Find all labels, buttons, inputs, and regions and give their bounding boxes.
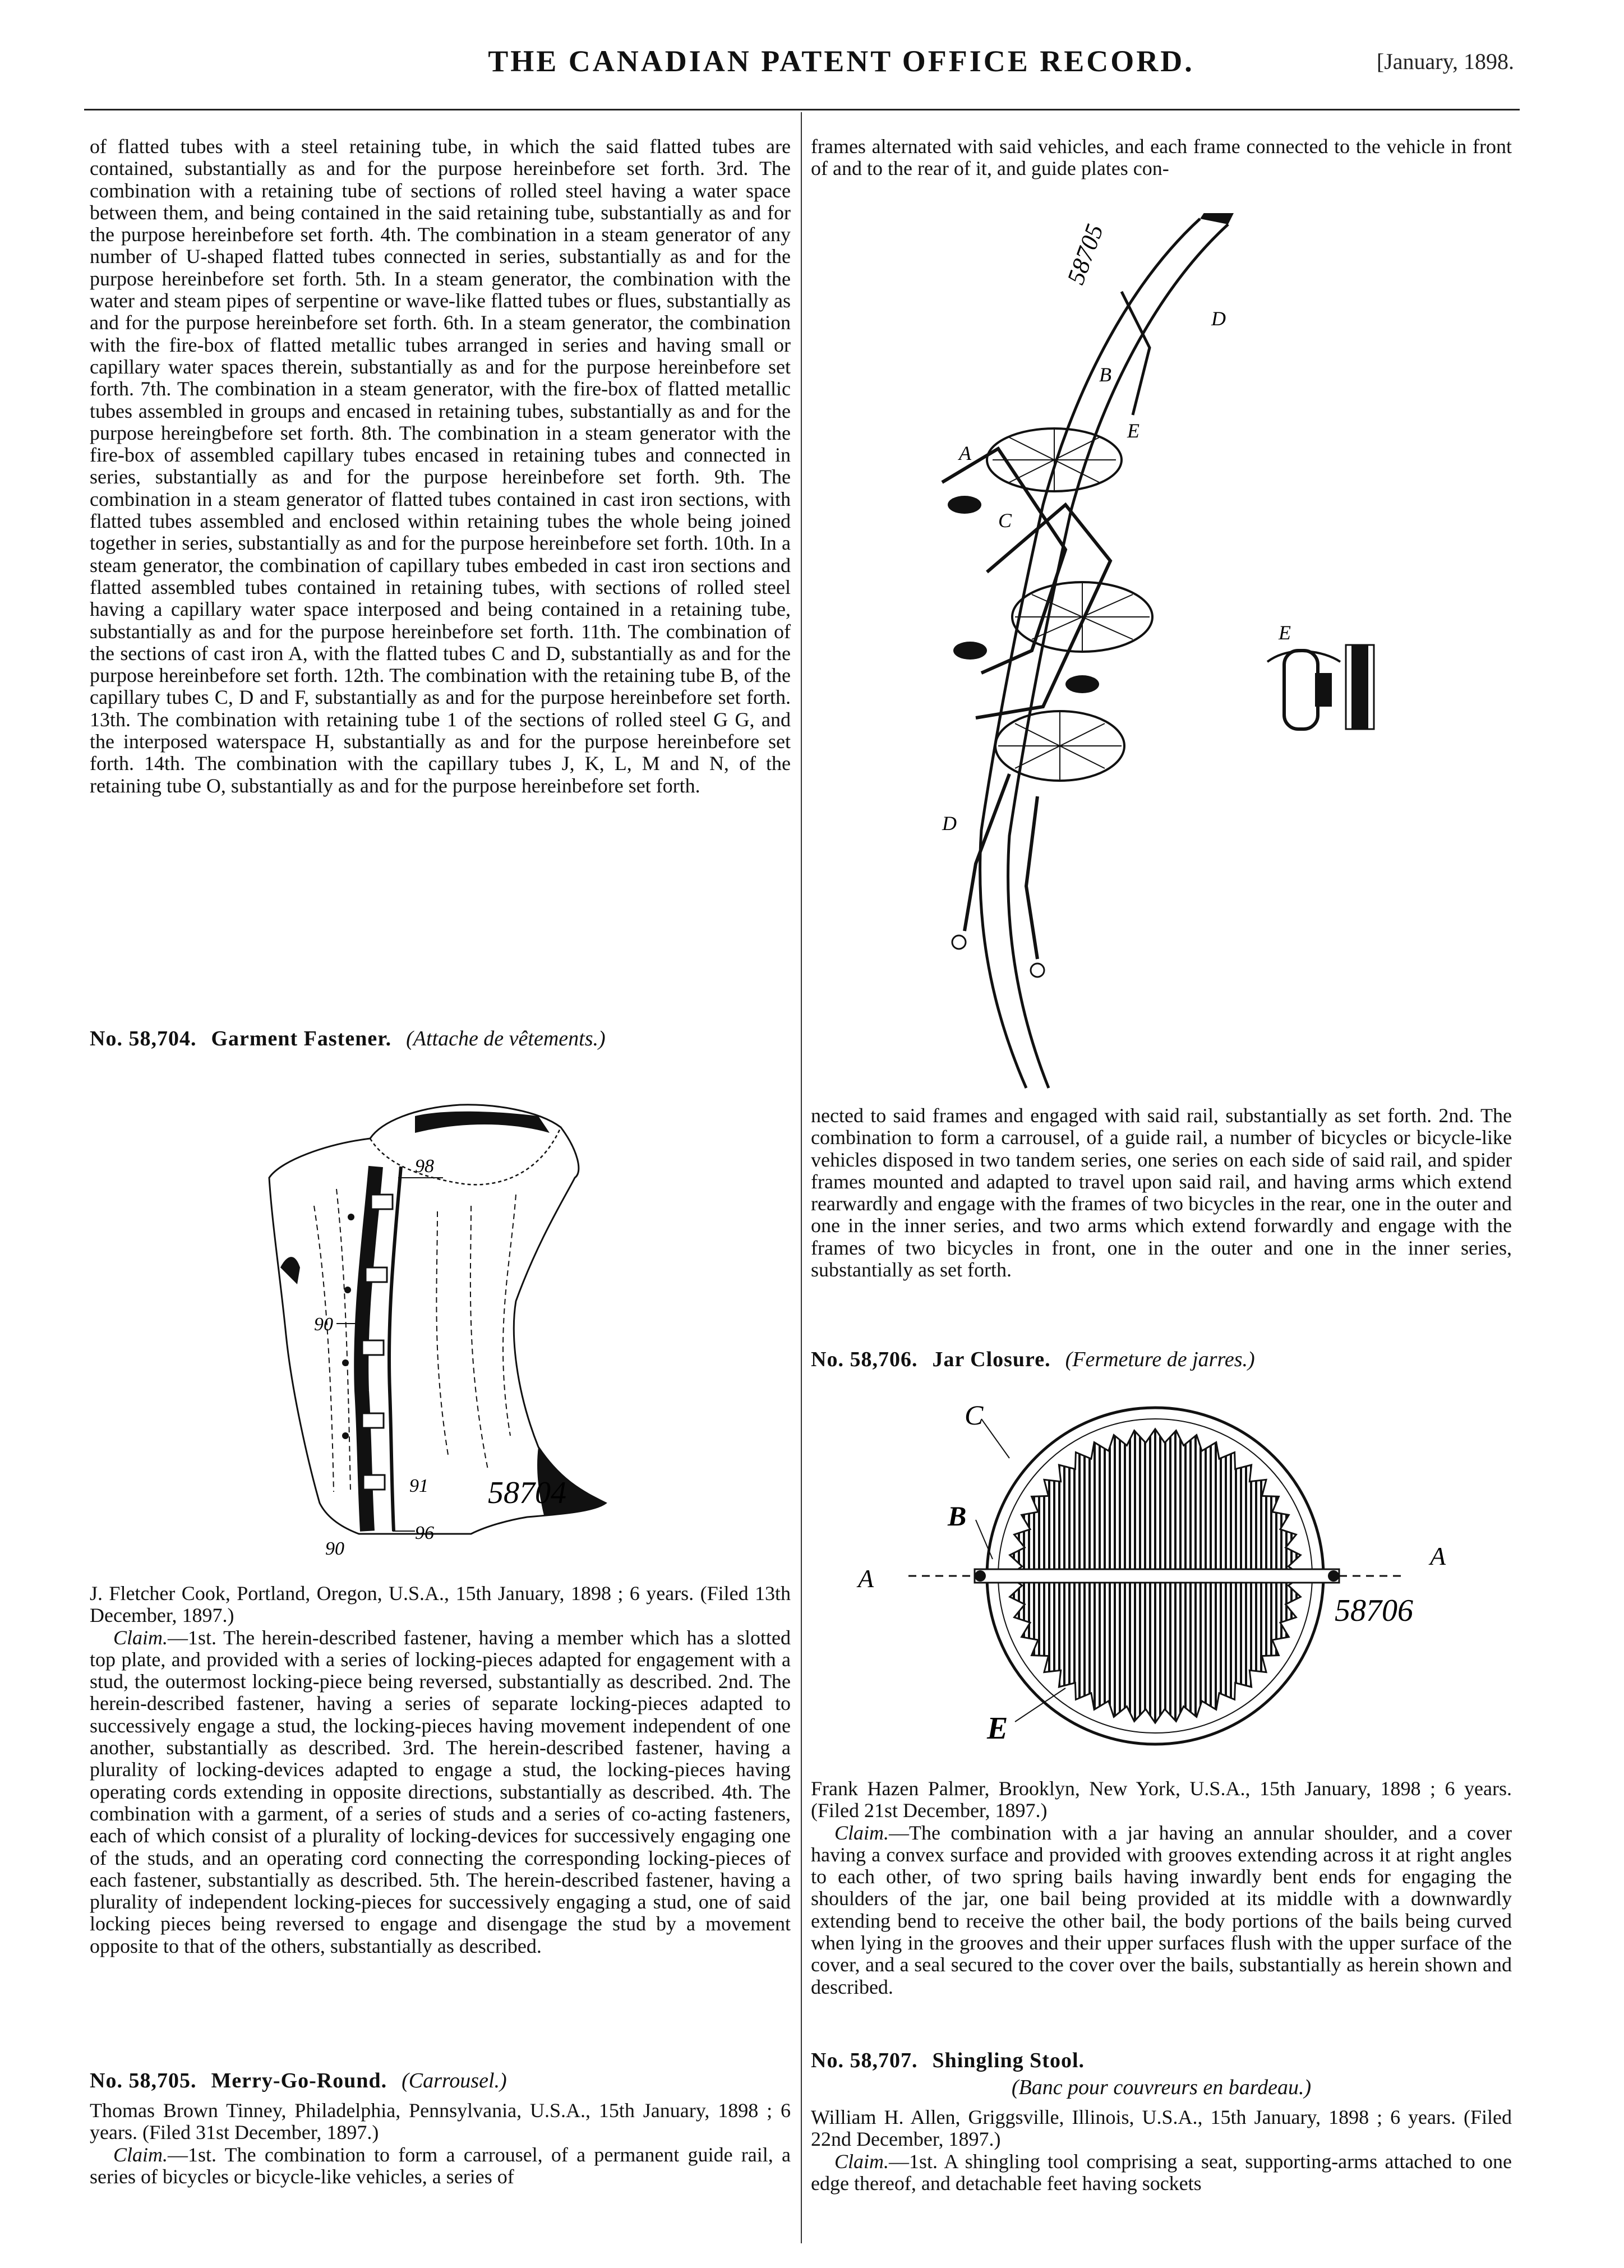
patent-name: Garment Fastener. bbox=[211, 1027, 392, 1050]
seam-1 bbox=[314, 1206, 334, 1492]
patent-58706-body bbox=[811, 1778, 1512, 1998]
label-E-detail: E bbox=[1279, 621, 1291, 644]
label-B: B bbox=[1099, 363, 1111, 386]
leader-E bbox=[1015, 1688, 1065, 1722]
frame-arm-1 bbox=[942, 449, 1065, 673]
label-C: C bbox=[965, 1399, 984, 1431]
patent-number: No. 58,706. bbox=[811, 1348, 918, 1371]
label-96: 96 bbox=[415, 1523, 434, 1543]
patent-58705-heading bbox=[90, 2068, 507, 2093]
header-rule bbox=[84, 109, 1520, 110]
label-E: E bbox=[987, 1711, 1008, 1746]
fastener-3 bbox=[362, 1340, 384, 1355]
patent-number: No. 58,707. bbox=[811, 2049, 918, 2072]
seat-3 bbox=[1065, 675, 1099, 693]
label-91: 91 bbox=[409, 1476, 428, 1496]
claim-text: —1st. The herein-described fastener, having a member which has a slotted top plate, and provided with a series of locking-pieces adapted for engagement with a stud, the outermost locking-piece being reversed, substantially as described. 2nd. The herein-described fastener, having a series of separate locking-pieces adapted to successively engage a stud, the locking-pieces having movement independent of one another, substantially as described. 3rd. The herein-described fastener, having a plurality of locking-devices adapted to engage a stud, the locking-pieces having operating cords extending in opposite directions, substantially as described. 4th. The combination with a garment, of a series of studs and a series of co-acting fasteners, each of which consist of a plurality of locking-devices for successively engaging one of the studs, and an operating cord connecting the corresponding locking-pieces of each fastener, substantially as described. 5th. The herein-described fastener, having a plurality of independent locking-pieces for successively engaging a stud, one of said locking pieces being reversed to engage and disengage the stud by a movement opposite to that of the others, substantially as described. bbox=[90, 1626, 791, 1957]
patent-58706-heading bbox=[811, 1347, 1255, 1372]
claim-label: Claim. bbox=[113, 2143, 168, 2166]
claim-paragraph bbox=[811, 1822, 1512, 1998]
label-90-lower: 90 bbox=[325, 1538, 344, 1559]
seam-3 bbox=[436, 1211, 449, 1458]
label-A-left: A bbox=[858, 1564, 874, 1593]
publication-title: THE CANADIAN PATENT OFFICE RECORD. bbox=[488, 44, 1194, 78]
stud-4 bbox=[342, 1432, 349, 1439]
patent-58707-translation-line bbox=[811, 2075, 1512, 2100]
claim-paragraph bbox=[90, 2144, 791, 2188]
figure-number: 58704 bbox=[488, 1476, 566, 1510]
bicycle-lower bbox=[995, 711, 1124, 781]
applicant: J. Fletcher Cook, Portland, Oregon, U.S.A., 15th January, 1898 ; 6 years. (Filed 13th December, 1897.) bbox=[90, 1582, 791, 1627]
claim-label: Claim. bbox=[834, 2150, 889, 2173]
frame-arm-4 bbox=[1026, 796, 1037, 959]
patent-translation: (Fermeture de jarres.) bbox=[1065, 1348, 1255, 1371]
bail-end-right bbox=[1328, 1570, 1339, 1582]
claim-label: Claim. bbox=[113, 1626, 168, 1649]
label-D-lower: D bbox=[942, 812, 957, 835]
guide-rail-inner bbox=[1008, 224, 1228, 1088]
stud-3 bbox=[342, 1359, 349, 1366]
continuation-bottom: nected to said frames and engaged with said rail, substantially as set forth. 2nd. The combination to form a carrousel, of a guide rail, a number of bicycles or bicycle-like vehicles disposed in two tandem series, one series on each side of said rail, and spider frames mounted and adapted to travel upon said rail, and having arms which extend rearwardly and engage with the frames of two bicycles in the rear, one in the outer and one in the inner series, and two arms which extend forwardly and engage with the frames of two bicycles in front, one in the outer and one in the inner series, substantially as set forth. bbox=[811, 1104, 1512, 1281]
issue-date: [January, 1898. bbox=[1376, 49, 1514, 74]
applicant: Frank Hazen Palmer, Brooklyn, New York, U.S.A., 15th January, 1898 ; 6 years. (Filed 21st December, 1897.) bbox=[811, 1777, 1512, 1822]
pedal-1 bbox=[952, 935, 966, 949]
seam-2 bbox=[336, 1189, 350, 1492]
figure-number: 58706 bbox=[1335, 1593, 1413, 1628]
continuation-top: frames alternated with said vehicles, and each frame connected to the vehicle in front of and to the rear of it, and guide plates con- bbox=[811, 135, 1512, 180]
stud-1 bbox=[348, 1214, 354, 1220]
label-A: A bbox=[959, 442, 971, 464]
merry-go-round-figure bbox=[897, 213, 1458, 1099]
patent-number: No. 58,704. bbox=[90, 1027, 197, 1050]
rail-end bbox=[1200, 213, 1234, 224]
claim-text: —The combination with a jar having an annular shoulder, and a cover having a convex surface and provided with grooves extending across it at right angles to each other, of two spring bails having inwardly bent ends for engaging the shoulders of the jar, one bail being provided at its middle with a downwardly extending bend to receive the other bail, the body portions of the bails being curved when lying in the grooves and their upper surfaces flush with the upper surface of the cover, and a seal secured to the cover over the bails, substantially as herein shown and described. bbox=[811, 1821, 1512, 1998]
steam-generator-claims-continuation bbox=[90, 136, 791, 797]
applicant: Thomas Brown Tinney, Philadelphia, Pennsylvania, U.S.A., 15th January, 1898 ; 6 years. (Filed 31st December, 1897.) bbox=[90, 2099, 791, 2144]
label-C: C bbox=[998, 509, 1012, 532]
label-D-upper: D bbox=[1211, 307, 1226, 330]
side-mark bbox=[280, 1257, 300, 1284]
patent-name: Merry-Go-Round. bbox=[211, 2069, 387, 2092]
column-divider bbox=[801, 112, 802, 2243]
seat-1 bbox=[948, 496, 981, 514]
spring-bail bbox=[975, 1569, 1339, 1583]
label-A-right: A bbox=[1430, 1542, 1446, 1570]
patent-58707-heading bbox=[811, 2048, 1085, 2073]
claim-label: Claim. bbox=[834, 1821, 889, 1844]
figure-number: 58705 bbox=[1062, 220, 1109, 288]
patent-name: Jar Closure. bbox=[932, 1348, 1051, 1371]
label-B: B bbox=[948, 1500, 967, 1532]
patent-number: No. 58,705. bbox=[90, 2069, 197, 2092]
claim-text: —1st. A shingling tool comprising a seat, supporting-arms attached to one edge thereof, and detachable feet having sockets bbox=[811, 2150, 1512, 2195]
label-90-upper: 90 bbox=[314, 1314, 333, 1335]
bail-end-left bbox=[975, 1570, 986, 1582]
applicant: William H. Allen, Griggsville, Illinois, U.S.A., 15th January, 1898 ; 6 years. (Filed 22nd December, 1897.) bbox=[811, 2106, 1512, 2151]
corset-top-shadow bbox=[415, 1112, 550, 1133]
patent-translation: (Carrousel.) bbox=[402, 2069, 507, 2092]
seat-2 bbox=[953, 642, 987, 660]
claim-text: —1st. The combination to form a carrousel, of a permanent guide rail, a series of bicycles or bicycle-like vehicles, a series of bbox=[90, 2143, 791, 2188]
claim-paragraph bbox=[811, 2151, 1512, 2195]
fastener-1 bbox=[371, 1195, 393, 1209]
fastener-5 bbox=[363, 1475, 385, 1490]
patent-58704-heading bbox=[90, 1026, 606, 1051]
busk-edge bbox=[389, 1167, 401, 1531]
masthead bbox=[90, 44, 1514, 83]
patent-58704-body bbox=[90, 1583, 791, 1957]
corset-figure bbox=[247, 1099, 673, 1559]
patent-translation: (Banc pour couvreurs en bardeau.) bbox=[1011, 2076, 1312, 2099]
pedal-2 bbox=[1031, 964, 1044, 977]
fastener-2 bbox=[366, 1267, 387, 1282]
fastener-4 bbox=[362, 1413, 384, 1428]
label-E: E bbox=[1127, 420, 1139, 442]
claim-paragraph bbox=[90, 1627, 791, 1957]
patent-translation: (Attache de vêtements.) bbox=[406, 1027, 606, 1050]
leader-C bbox=[981, 1419, 1009, 1458]
merry-go-round-continuation-bottom bbox=[811, 1105, 1512, 1281]
seam-4 bbox=[470, 1206, 488, 1469]
stud-2 bbox=[344, 1287, 351, 1293]
patent-58705-body bbox=[90, 2100, 791, 2188]
merry-go-round-continuation-top bbox=[811, 136, 1512, 180]
jar-closure-figure bbox=[841, 1396, 1492, 1767]
patent-58707-body bbox=[811, 2106, 1512, 2195]
patent-name: Shingling Stool. bbox=[932, 2049, 1085, 2072]
rail-section-detail bbox=[1267, 645, 1374, 729]
continuation-text: of flatted tubes with a steel retaining tube, in which the said flatted tubes are contained, substantially as and for the purpose hereinbefore set forth. 3rd. The combination with a retaining tube of sections of rolled steel having a water space between them, and being contained in the said retaining tube, substantially as and for the purpose hereinbefore set forth. 4th. The combination in a steam generator of any number of U-shaped flatted tubes connected in series, substantially as and for the purpose hereinbefore set forth. 5th. In a steam generator, the combination with the water and steam pipes of serpentine or wave-like flatted tubes or flues, substantially as and for the purpose hereinbefore set forth. 6th. In a steam generator, the combination with the fire-box of flatted metallic tubes arranged in series and having small or capillary water spaces therein, substantially as and for the purpose hereinbefore set forth. 7th. The combination in a steam generator, with the fire-box of flatted metallic tubes assembled in groups and encased in retaining tubes, substantially as and for the purpose hereingbefore set forth. 8th. The combination in a steam generator with the fire-box of assembled capillary tubes encased in retaining tubes and connected in series, substantially as and for the purpose hereinbefore set forth. 9th. The combination in a steam generator of flatted tubes contained in cast iron sections, with flatted tubes assembled and enclosed within retaining tubes the whole being joined together in series, substantially as and for the purpose hereinbefore set forth. 10th. In a steam generator, the combination of capillary tubes embeded in cast iron sections and flatted assembled tubes contained in retaining tubes, with sections of rolled steel having a capillary water space interposed and being contained in a retaining tube, substantially as and for the purpose hereinbefore set forth. 11th. The combination of the sections of cast iron A, with the flatted tubes C and D, substantially as and for the purpose hereinbefore set forth. 12th. The combination with the retaining tube B, of the capillary tubes C, D and F, substantially as and for the purpose hereinbefore set forth. 13th. The combination with retaining tube 1 of the sections of rolled steel G G, and the interposed waterspace H, substantially as and for the purpose hereinbefore set forth. 14th. The combination with the capillary tubes J, K, L, M and N, of the retaining tube O, substantially as and for the purpose hereinbefore set forth. bbox=[90, 135, 791, 797]
label-98: 98 bbox=[415, 1156, 434, 1177]
